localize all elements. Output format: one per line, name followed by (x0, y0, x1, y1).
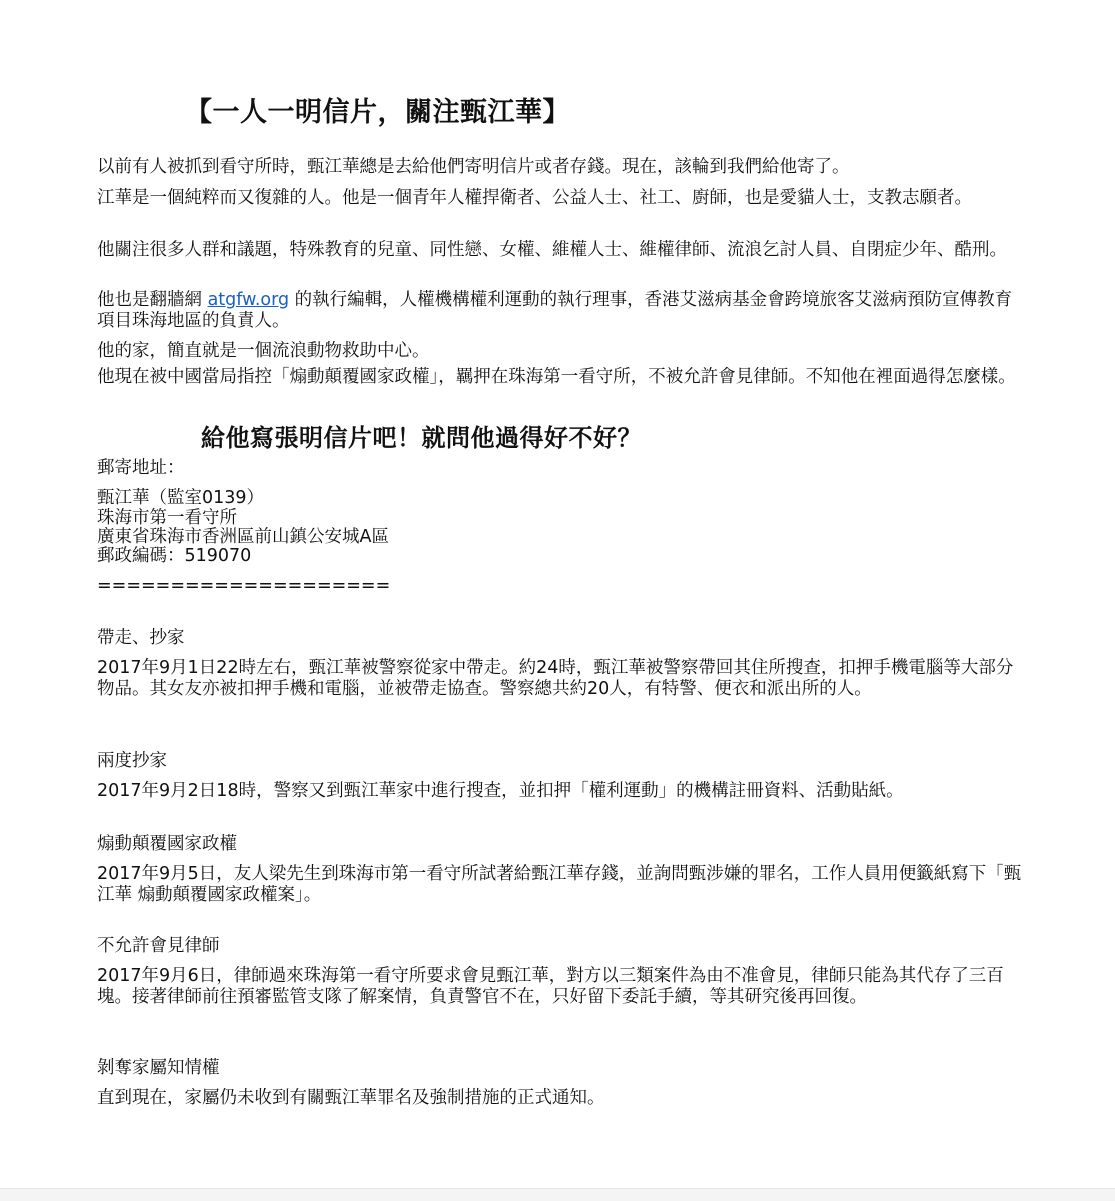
section-body: 2017年9月6日，律師過來珠海第一看守所要求會見甄江華，對方以三類案件為由不准會見，律師只能為其代存了三百塊。接著律師前往預審監管支隊了解案情，負責警官不在，只好留下委託手續，等其研究後再回復。 (97, 966, 1004, 1007)
address-label: 郵寄地址： (97, 458, 185, 478)
section-heading: 煽動顛覆國家政權 (97, 834, 237, 854)
intro-paragraph-4 (97, 290, 1022, 332)
address-line-2: 珠海市第一看守所 (97, 508, 237, 528)
intro-paragraph-2: 江華是一個純粹而又復雜的人。他是一個青年人權捍衛者、公益人士、社工、廚師，也是愛貓人士，支教志願者。 (97, 188, 972, 208)
intro-paragraph-6: 他現在被中國當局指控「煽動顛覆國家政權」，羈押在珠海第一看守所，不被允許會見律師。不知他在裡面過得怎麼樣。 (97, 367, 1016, 387)
section-heading: 兩度抄家 (97, 751, 167, 771)
address-postcode: 郵政編碼：519070 (97, 546, 252, 566)
intro-paragraph-4-end: 的執行編輯，人權機構權利運動的執行理事，香港艾滋病基金會跨境旅客艾滋病預防宣傳教育項目珠海地區的負責人。 (97, 290, 1013, 331)
section-body: 2017年9月2日18時，警察又到甄江華家中進行搜查，並扣押「權利運動」的機構註冊資料、活動貼紙。 (97, 781, 904, 801)
address-line-1: 甄江華（監室0139） (97, 488, 265, 508)
section-heading: 不允許會見律師 (97, 936, 220, 956)
section-heading: 剝奪家屬知情權 (97, 1058, 220, 1078)
page-bottom-edge (0, 1188, 1115, 1201)
intro-paragraph-3: 他關注很多人群和議題，特殊教育的兒童、同性戀、女權、維權人士、維權律師、流浪乞討人員、自閉症少年、酷刑。 (97, 240, 1007, 260)
intro-paragraph-1: 以前有人被抓到看守所時，甄江華總是去給他們寄明信片或者存錢。現在，該輪到我們給他寄了。 (97, 157, 850, 177)
intro-paragraph-5: 他的家，簡直就是一個流浪動物救助中心。 (97, 341, 430, 361)
divider-text: ==================== (97, 576, 391, 596)
intro-paragraph-4-start: 他也是翻牆網 (97, 290, 208, 310)
call-to-action-heading: 給他寫張明信片吧！就問他過得好不好？ (201, 424, 642, 452)
page-title: 【一人一明信片，關注甄江華】 (185, 97, 570, 128)
section-body: 2017年9月5日，友人梁先生到珠海市第一看守所試著給甄江華存錢，並詢問甄涉嫌的罪名，工作人員用便籤紙寫下「甄江華 煽動顛覆國家政權案」。 (97, 864, 1022, 905)
section-body: 直到現在，家屬仍未收到有關甄江華罪名及強制措施的正式通知。 (97, 1088, 605, 1108)
section-heading: 帶走、抄家 (97, 628, 185, 648)
atgfw-link[interactable]: atgfw.org (207, 290, 290, 310)
address-line-3: 廣東省珠海市香洲區前山鎮公安城A區 (97, 527, 389, 547)
section-body: 2017年9月1日22時左右，甄江華被警察從家中帶走。約24時，甄江華被警察帶回其住所搜查，扣押手機電腦等大部分物品。其女友亦被扣押手機和電腦，並被帶走協查。警察總共約20人，有特警、便衣和派出所的人。 (97, 658, 1014, 699)
